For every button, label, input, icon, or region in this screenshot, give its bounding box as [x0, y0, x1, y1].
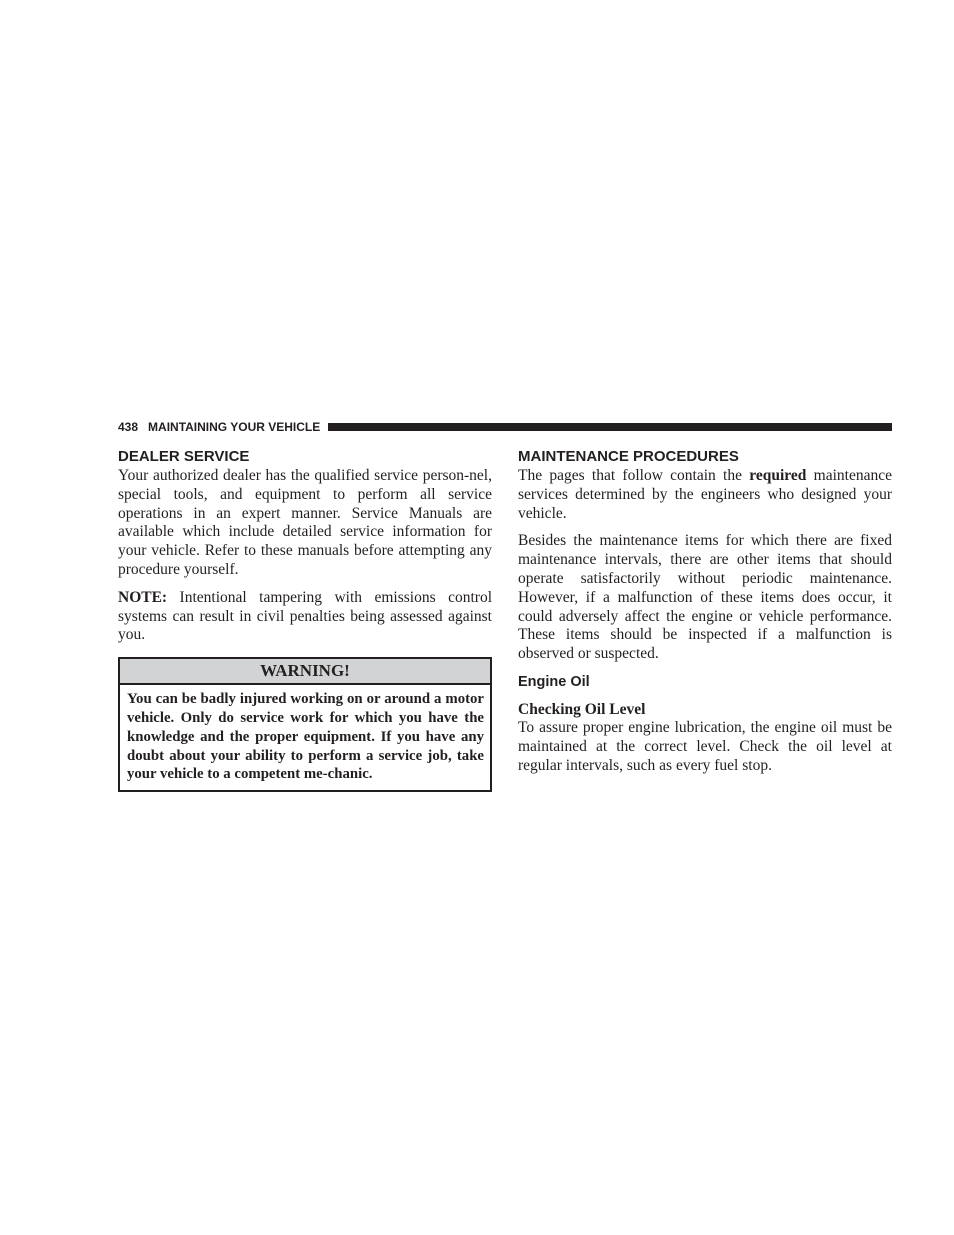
dealer-service-heading: DEALER SERVICE	[118, 448, 250, 465]
checking-oil-level-heading: Checking Oil Level	[518, 700, 646, 718]
note-text: Intentional tampering with emissions control systems can result in civil penalties being assessed against you.	[118, 588, 492, 644]
header-rule	[328, 423, 892, 431]
note-label: NOTE:	[118, 588, 168, 606]
maintenance-paragraph-2: Besides the maintenance items for which there are fixed maintenance intervals, there are other items that should operate satisfactorily without periodic maintenance. However, if a malfunction of these items does occur, it could adversely affect the engine or vehicle performance. These items should be inspected if a malfunction is observed or suspected.	[518, 532, 892, 663]
p1-after: maintenance services determined by the engineers who designed your vehicle.	[518, 467, 892, 522]
engine-oil-heading: Engine Oil	[518, 673, 590, 690]
note-paragraph	[118, 589, 492, 645]
warning-box	[118, 657, 492, 792]
maintenance-procedures-heading: MAINTENANCE PROCEDURES	[518, 448, 739, 465]
warning-title: WARNING!	[120, 659, 490, 685]
page-number: 438	[118, 420, 139, 434]
maintenance-paragraph-1	[518, 467, 892, 523]
running-section-title: MAINTAINING YOUR VEHICLE	[148, 420, 321, 434]
p1-before: The pages that follow contain the	[518, 467, 750, 484]
warning-text: You can be badly injured working on or around a motor vehicle. Only do service work for which you have the knowledge and the proper equipment. If you have any doubt about your ability to perform a service job, take your vehicle to a competent me-chanic.	[127, 691, 484, 783]
left-column	[118, 447, 492, 792]
page-header	[118, 419, 892, 435]
dealer-service-paragraph: Your authorized dealer has the qualified service person-nel, special tools, and equipment to perform all service operations in an expert manner. Service Manuals are available which include detailed service information for your vehicle. Refer to these manuals before attempting any procedure yourself.	[118, 467, 492, 578]
p1-required: required	[749, 467, 807, 484]
oil-level-paragraph: To assure proper engine lubrication, the engine oil must be maintained at the correct level. Check the oil level at regular intervals, such as every fuel stop.	[518, 718, 892, 774]
right-column	[518, 447, 892, 775]
